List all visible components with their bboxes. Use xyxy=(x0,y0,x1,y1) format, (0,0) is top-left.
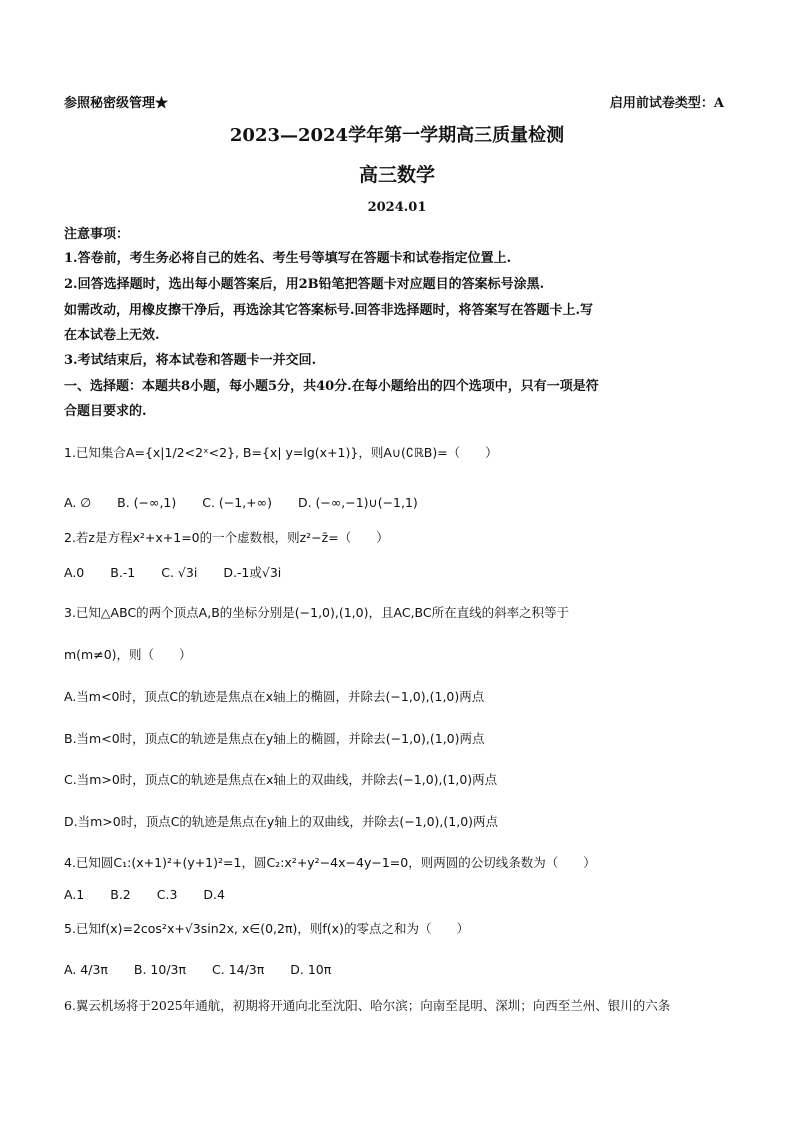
notes-heading: 注意事项： xyxy=(64,227,130,242)
question-1-stem: 1.已知集合A={x|1/2<2ˣ<2}, B={x| y=lg(x+1)}，则A∪(∁ℝB)=（ ） xyxy=(64,445,498,460)
option-c: C. (−1,+∞) xyxy=(202,495,272,510)
question-2-stem: 2.若z是方程x²+x+1=0的一个虚数根，则z²−z̄=（ ） xyxy=(64,530,389,545)
option-d: D. 10π xyxy=(290,962,332,977)
header-right: 启用前试卷类型：A xyxy=(609,96,724,111)
question-4-stem: 4.已知圆C₁:(x+1)²+(y+1)²=1，圆C₂:x²+y²−4x−4y−1=0，则两圆的公切线条数为（ ） xyxy=(64,855,596,870)
note-item: 如需改动，用橡皮擦干净后，再选涂其它答案标号.回答非选择题时，将答案写在答题卡上.写 xyxy=(64,303,594,318)
option-d: D.-1或√3i xyxy=(223,565,282,580)
question-6-stem: 6.翼云机场将于2025年通航，初期将开通向北至沈阳、哈尔滨；向南至昆明、深圳；向西至兰州、银川的六条 xyxy=(64,998,671,1013)
option-b: B.2 xyxy=(110,887,131,902)
note-item: 在本试卷上无效. xyxy=(64,328,160,343)
option-c: C. √3i xyxy=(161,565,198,580)
question-3-stem: 3.已知△ABC的两个顶点A,B的坐标分别是(−1,0),(1,0)，且AC,BC所在直线的斜率之积等于 xyxy=(64,605,570,620)
option-a: A.0 xyxy=(64,565,85,580)
option-d: D. (−∞,−1)∪(−1,1) xyxy=(297,495,418,510)
option-a: A.当m<0时，顶点C的轨迹是焦点在x轴上的椭圆，并除去(−1,0),(1,0)两点 xyxy=(64,689,485,704)
header-left: 参照秘密级管理★ xyxy=(64,96,169,111)
option-b: B. (−∞,1) xyxy=(117,495,177,510)
option-d: D.4 xyxy=(203,887,225,902)
option-a: A.1 xyxy=(64,887,85,902)
note-item: 1.答卷前，考生务必将自己的姓名、考生号等填写在答题卡和试卷指定位置上. xyxy=(64,251,512,266)
section-heading-cont: 合题目要求的. xyxy=(64,404,147,419)
option-b: B.-1 xyxy=(110,565,136,580)
subject-title: 高三数学 xyxy=(358,164,435,186)
question-2-options xyxy=(64,563,303,581)
question-1-options xyxy=(64,495,440,510)
option-a: A. ∅ xyxy=(64,495,92,510)
option-c: C.3 xyxy=(156,887,178,902)
question-5-options xyxy=(64,962,353,977)
section-heading: 一、选择题：本题共8小题，每小题5分，共40分.在每小题给出的四个选项中，只有一项是符 xyxy=(64,379,599,394)
option-c: C.当m>0时，顶点C的轨迹是焦点在x轴上的双曲线，并除去(−1,0),(1,0)两点 xyxy=(64,772,498,787)
exam-title: 2023—2024学年第一学期高三质量检测 xyxy=(229,125,565,146)
note-item: 2.回答选择题时，选出每小题答案后，用2B铅笔把答题卡对应题目的答案标号涂黑. xyxy=(64,277,545,292)
question-3-stem-cont: m(m≠0)，则（ ） xyxy=(64,647,192,662)
option-c: C. 14/3π xyxy=(212,962,265,977)
option-b: B.当m<0时，顶点C的轨迹是焦点在y轴上的椭圆，并除去(−1,0),(1,0)两点 xyxy=(64,731,485,746)
question-5-stem: 5.已知f(x)=2cos²x+√3sin2x, x∈(0,2π)，则f(x)的零点之和为（ ） xyxy=(64,921,469,936)
exam-date: 2024.01 xyxy=(367,200,427,215)
option-d: D.当m>0时，顶点C的轨迹是焦点在y轴上的双曲线，并除去(−1,0),(1,0)两点 xyxy=(64,814,499,829)
option-a: A. 4/3π xyxy=(64,962,108,977)
option-b: B. 10/3π xyxy=(133,962,187,977)
note-item: 3.考试结束后，将本试卷和答题卡一并交回. xyxy=(64,353,317,368)
question-4-options xyxy=(64,887,247,902)
